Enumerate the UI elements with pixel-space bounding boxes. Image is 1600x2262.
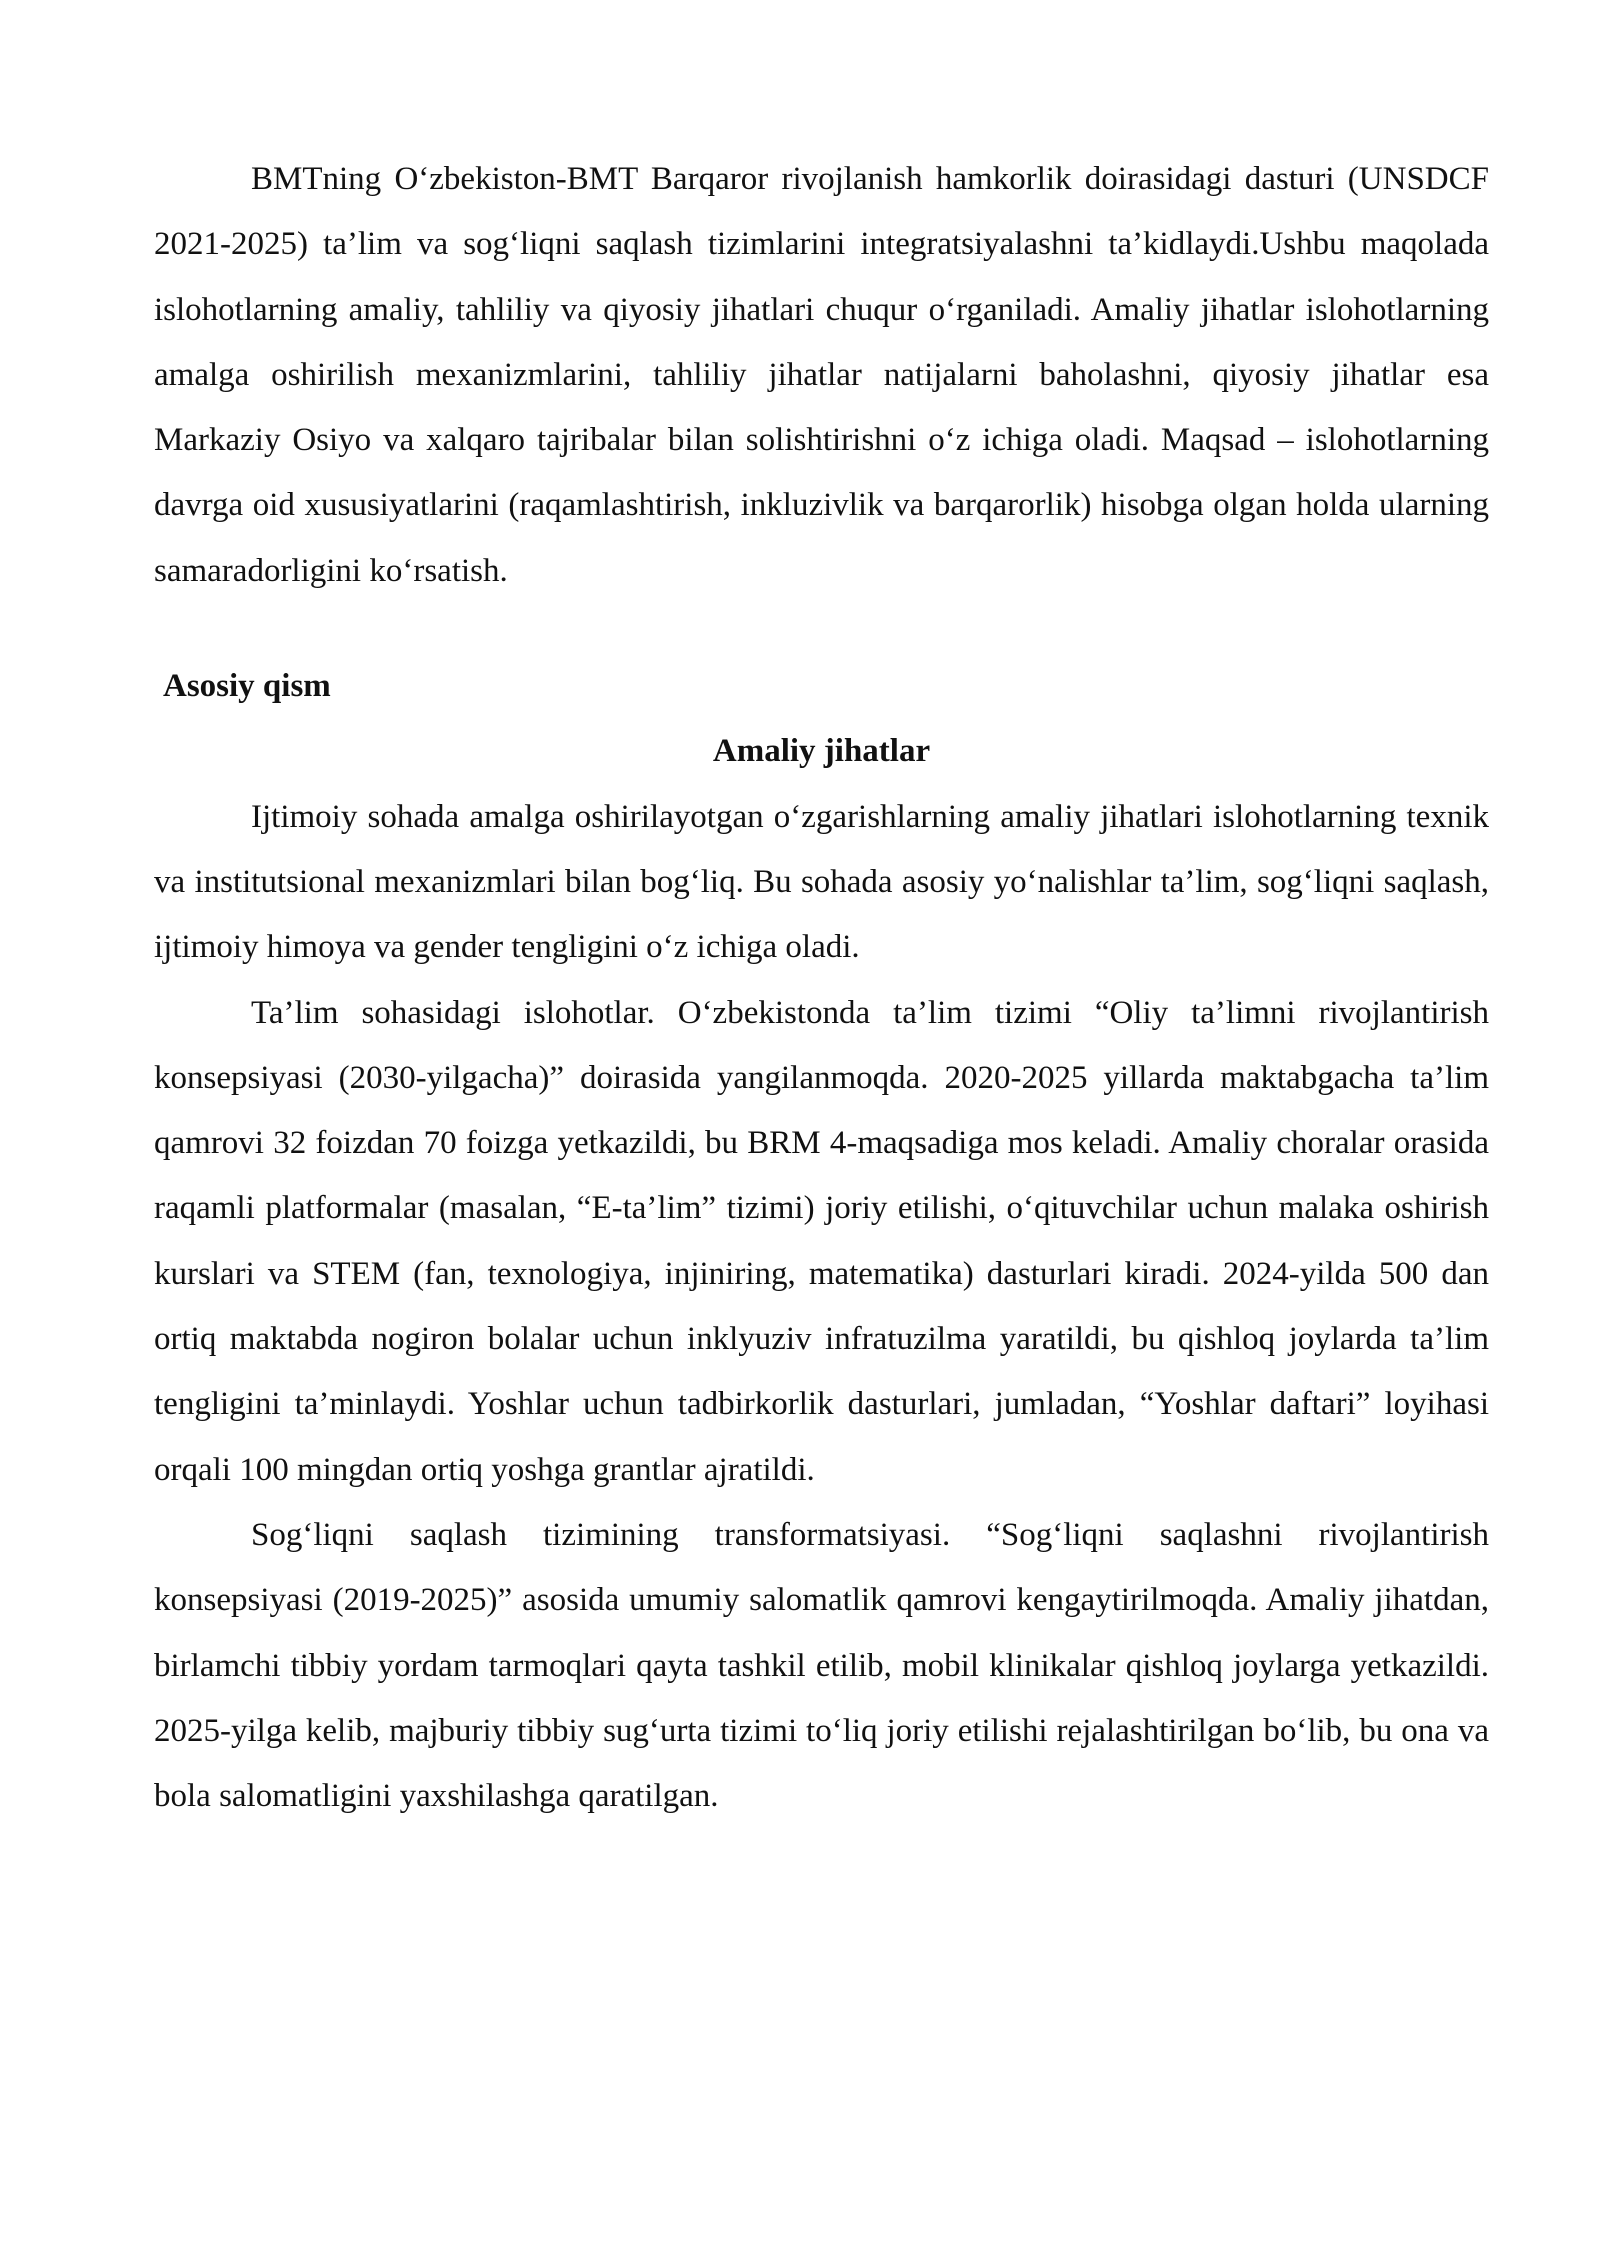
subsection-heading: Amaliy jihatlar <box>712 733 931 770</box>
section-heading: Asosiy qism <box>163 668 331 705</box>
body-paragraph-social: Ijtimoiy sohada amalga oshirilayotgan o‘zgarishlarning amaliy jihatlari islohotlarning texnik va institutsional mexanizmlari bilan bog‘liq. Bu sohada asosiy yo‘nalishlar ta’lim, sog‘liqni saqlash, ijtimoiy himoya va gender tengligini o‘z ichiga oladi. <box>154 798 1489 966</box>
intro-paragraph: BMTning O‘zbekiston-BMT Barqaror rivojlanish hamkorlik doirasidagi dasturi (UNSDCF 2021-2025) ta’lim va sog‘liqni saqlash tizimlarini integratsiyalashni ta’kidlaydi.Ushbu maqolada islohotlarning amaliy, tahliliy va qiyosiy jihatlari chuqur o‘rganiladi. Amaliy jihatlar islohotlarning amalga oshirilish mexanizmlarini, tahliliy jihatlar natijalarni baholashni, qiyosiy jihatlar esa Markaziy Osiyo va xalqaro tajribalar bilan solishtirishni o‘z ichiga oladi. Maqsad – islohotlarning davrga oid xususiyatlarini (raqamlashtirish, inkluzivlik va barqarorlik) hisobga olgan holda ularning samaradorligini ko‘rsatish. <box>154 161 1489 589</box>
body-paragraph-health: Sog‘liqni saqlash tizimining transformatsiyasi. “Sog‘liqni saqlashni rivojlantirish konsepsiyasi (2019-2025)” asosida umumiy salomatlik qamrovi kengaytirilmoqda. Amaliy jihatdan, birlamchi tibbiy yordam tarmoqlari qayta tashkil etilib, mobil klinikalar qishloq joylarga yetkazildi. 2025-yilga kelib, majburiy tibbiy sug‘urta tizimi to‘liq joriy etilishi rejalashtirilgan bo‘lib, bu ona va bola salomatligini yaxshilashga qaratilgan. <box>154 1516 1489 1815</box>
body-paragraph-education: Ta’lim sohasidagi islohotlar. O‘zbekistonda ta’lim tizimi “Oliy ta’limni rivojlantirish konsepsiyasi (2030-yilgacha)” doirasida yangilanmoqda. 2020-2025 yillarda maktabgacha ta’lim qamrovi 32 foizdan 70 foizga yetkazildi, bu BRM 4-maqsadiga mos keladi. Amaliy choralar orasida raqamli platformalar (masalan, “E-ta’lim” tizimi) joriy etilishi, o‘qituvchilar uchun malaka oshirish kurslari va STEM (fan, texnologiya, injiniring, matematika) dasturlari kiradi. 2024-yilda 500 dan ortiq maktabda nogiron bolalar uchun inklyuziv infratuzilma yaratildi, bu qishloq joylarda ta’lim tengligini ta’minlaydi. Yoshlar uchun tadbirkorlik dasturlari, jumladan, “Yoshlar daftari” loyihasi orqali 100 mingdan ortiq yoshga grantlar ajratildi. <box>154 994 1489 1488</box>
document-page <box>154 147 1489 1829</box>
